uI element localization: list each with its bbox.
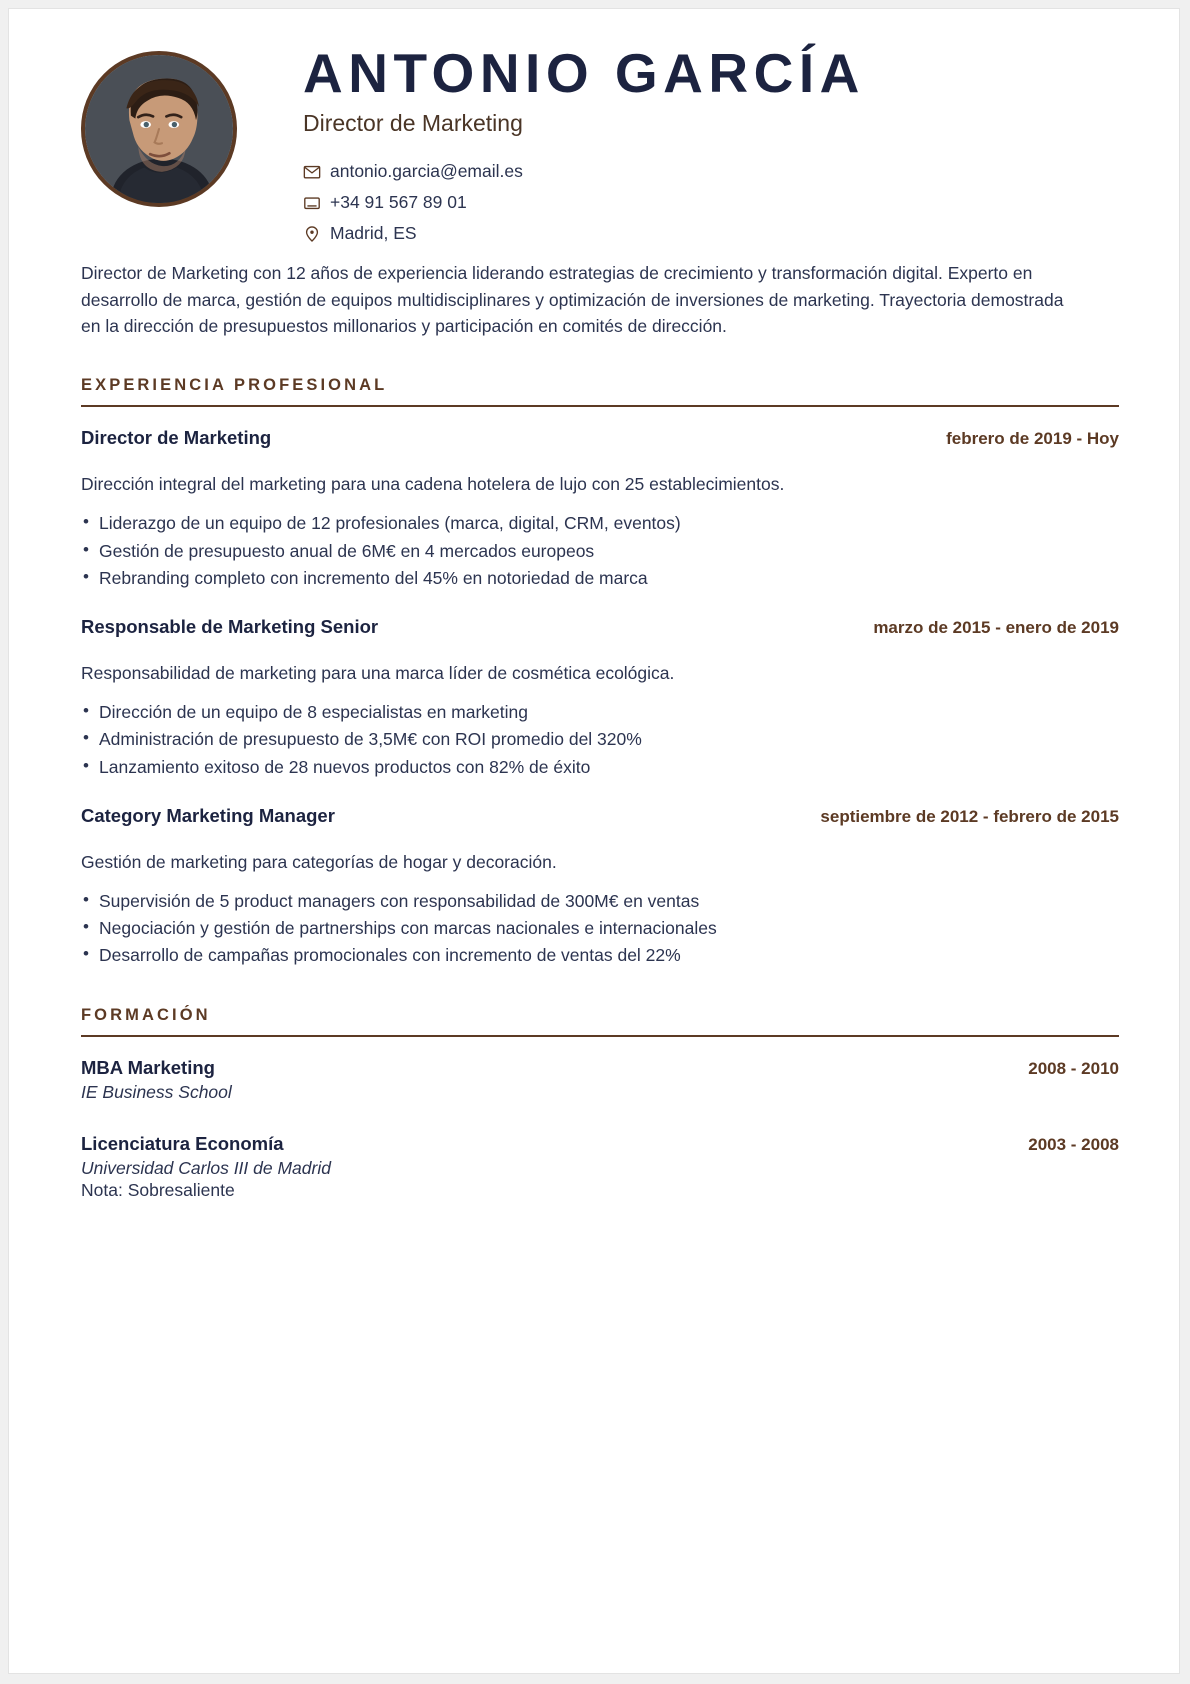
contact-email-text: antonio.garcia@email.es [330,161,523,182]
list-item: • Dirección de un equipo de 8 especialistas en marketing [81,699,1119,726]
resume-content [9,9,1179,1201]
job-role-subtitle: Director de Marketing [303,110,523,137]
experience-entry-header [81,427,1119,449]
section-title-education: FORMACIÓN [81,1005,211,1024]
list-item: • Desarrollo de campañas promocionales con incremento de ventas del 22% [81,942,1119,969]
experience-bullet-list [81,510,1119,591]
resume-header [81,39,1119,256]
education-date: 2008 - 2010 [1028,1058,1119,1078]
experience-bullet-list [81,699,1119,780]
experience-job-date: febrero de 2019 - Hoy [946,428,1119,448]
experience-entry [81,616,1119,781]
contact-email[interactable] [303,163,1119,181]
contact-phone[interactable] [303,194,1119,212]
avatar [81,51,237,207]
experience-job-description: Responsabilidad de marketing para una marca líder de cosmética ecológica. [81,662,675,683]
list-item: • Rebranding completo con incremento del 45% en notoriedad de marca [81,565,1119,592]
experience-bullet-list [81,888,1119,969]
header-details [241,39,1119,256]
experience-entry [81,805,1119,970]
experience-job-description: Dirección integral del marketing para una cadena hotelera de lujo con 25 establecimientos. [81,473,785,494]
education-entry [81,1133,1119,1201]
education-entry [81,1057,1119,1103]
experience-entry-header [81,805,1119,827]
experience-job-date: marzo de 2015 - enero de 2019 [873,617,1119,637]
list-item: • Lanzamiento exitoso de 28 nuevos productos con 82% de éxito [81,754,1119,781]
education-degree: Licenciatura Economía [81,1132,284,1154]
education-entry-header [81,1133,1119,1155]
list-item: • Negociación y gestión de partnerships con marcas nacionales e internacionales [81,915,1119,942]
section-education [81,1006,1119,1201]
experience-job-title: Responsable de Marketing Senior [81,615,379,637]
experience-entry [81,427,1119,592]
experience-job-title: Category Marketing Manager [81,804,335,826]
section-divider-experience [81,405,1119,407]
education-degree: MBA Marketing [81,1056,215,1078]
education-date: 2003 - 2008 [1028,1134,1119,1154]
professional-summary: Director de Marketing con 12 años de experiencia liderando estrategias de crecimiento y transformación digital. Experto en desarrollo de marca, gestión de equipos multidisciplinares y optimización de inversiones de marketing. Trayectoria demostrada en la dirección de presupuestos millonarios y participación en comités de dirección. [81,263,1064,337]
contact-location[interactable] [303,225,1119,243]
section-title-experience: EXPERIENCIA PROFESIONAL [81,375,388,394]
page-title: ANTONIO GARCÍA [303,42,865,104]
education-note: Nota: Sobresaliente [81,1179,235,1200]
experience-job-date: septiembre de 2012 - febrero de 2015 [820,806,1119,826]
list-item: • Gestión de presupuesto anual de 6M€ en 4 mercados europeos [81,538,1119,565]
list-item: • Liderazgo de un equipo de 12 profesionales (marca, digital, CRM, eventos) [81,510,1119,537]
list-item: • Supervisión de 5 product managers con responsabilidad de 300M€ en ventas [81,888,1119,915]
education-school: Universidad Carlos III de Madrid [81,1157,331,1178]
contact-phone-text: +34 91 567 89 01 [330,192,467,213]
education-school: IE Business School [81,1081,232,1102]
experience-job-title: Director de Marketing [81,426,272,448]
section-divider-education [81,1035,1119,1037]
envelope-icon [303,163,321,181]
phone-icon [303,194,321,212]
education-entry-header [81,1057,1119,1079]
experience-entry-header [81,616,1119,638]
list-item: • Administración de presupuesto de 3,5M€ con ROI promedio del 320% [81,726,1119,753]
location-pin-icon [303,225,321,243]
contact-location-text: Madrid, ES [330,223,417,244]
experience-job-description: Gestión de marketing para categorías de hogar y decoración. [81,851,557,872]
section-experience [81,376,1119,970]
avatar-container [81,39,241,207]
resume-page [8,8,1180,1674]
